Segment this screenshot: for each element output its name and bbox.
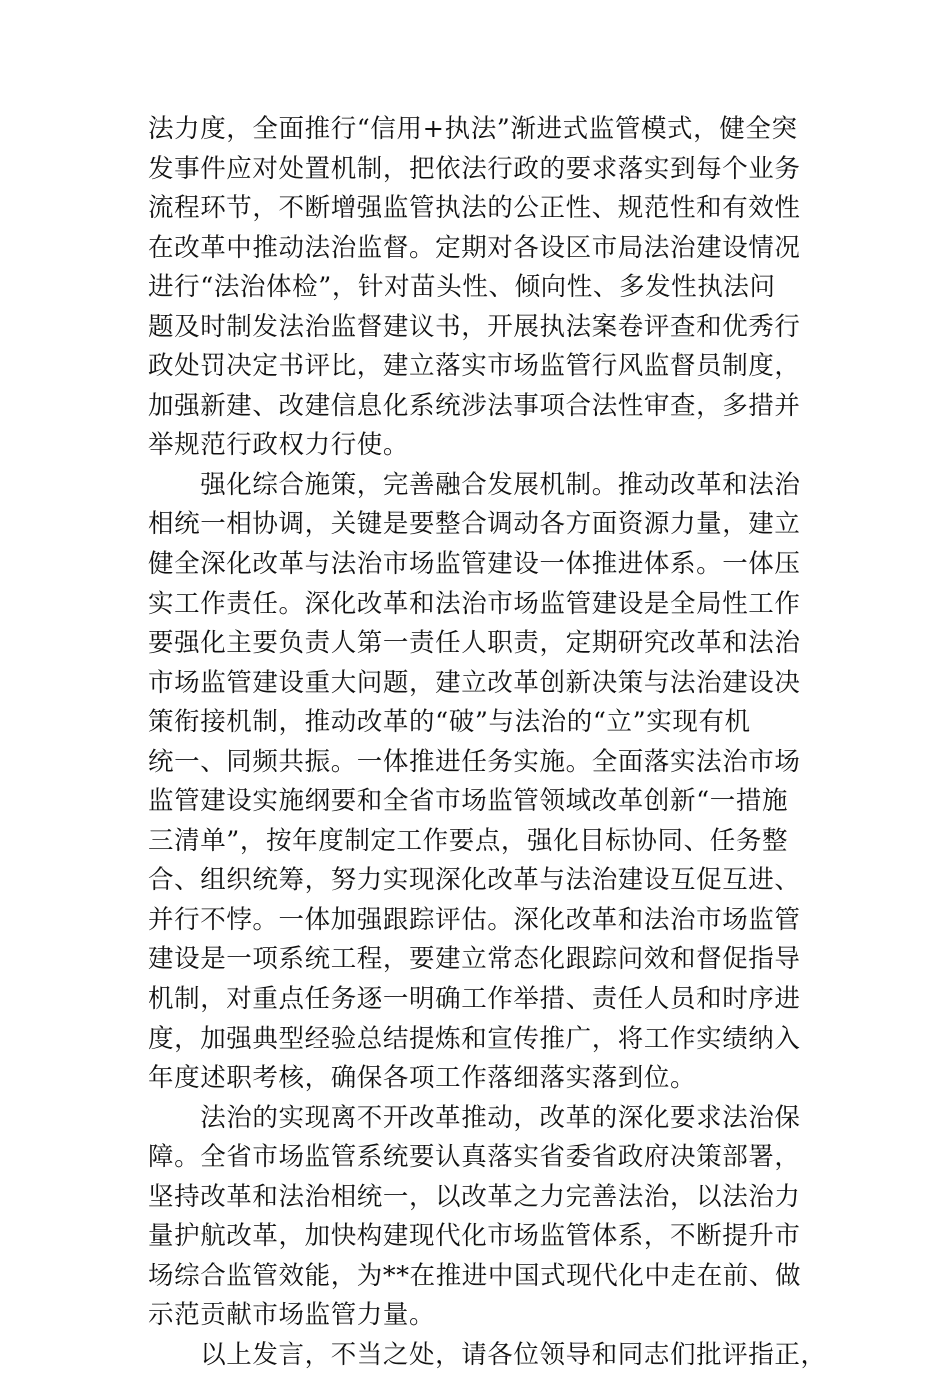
text-line: 加强新建、改建信息化系统涉法事项合法性审查，多措并 <box>148 390 801 421</box>
text-line: 统一、同频共振。一体推进任务实施。全面落实法治市场 <box>148 746 801 777</box>
text-line: 并行不悖。一体加强跟踪评估。深化改革和法治市场监管 <box>148 904 801 935</box>
text-line: 建设是一项系统工程，要建立常态化跟踪问效和督促指导 <box>148 944 801 975</box>
text-line: 度，加强典型经验总结提炼和宣传推广，将工作实绩纳入 <box>148 1023 801 1054</box>
paragraph-start-line: 法治的实现离不开改革推动，改革的深化要求法治保 <box>148 1102 801 1133</box>
text-line: 场综合监管效能，为**在推进中国式现代化中走在前、做 <box>148 1260 802 1291</box>
text-line: 题及时制发法治监督建议书，开展执法案卷评查和优秀行 <box>148 311 801 342</box>
text-line: 障。全省市场监管系统要认真落实省委省政府决策部署， <box>148 1142 801 1173</box>
document-body-text <box>148 110 827 1376</box>
text-line: 进行“法治体检”，针对苗头性、倾向性、多发性执法问 <box>148 272 776 303</box>
text-line: 流程环节，不断增强监管执法的公正性、规范性和有效性 <box>148 193 801 224</box>
text-line: 市场监管建设重大问题，建立改革创新决策与法治建设决 <box>148 667 801 698</box>
text-line: 实工作责任。深化改革和法治市场监管建设是全局性工作 <box>148 588 801 619</box>
text-line: 策衔接机制，推动改革的“破”与法治的“立”实现有机 <box>148 707 751 738</box>
text-line: 发事件应对处置机制，把依法行政的要求落实到每个业务 <box>148 153 801 184</box>
text-line: 在改革中推动法治监督。定期对各设区市局法治建设情况 <box>148 232 801 263</box>
text-line: 要强化主要负责人第一责任人职责，定期研究改革和法治 <box>148 628 801 659</box>
text-line: 机制，对重点任务逐一明确工作举措、责任人员和时序进 <box>148 984 801 1015</box>
text-line: 三清单”，按年度制定工作要点，强化目标协同、任务整 <box>148 825 789 856</box>
paragraph-start-line: 以上发言，不当之处，请各位领导和同志们批评指正， <box>148 1339 827 1370</box>
text-line: 健全深化改革与法治市场监管建设一体推进体系。一体压 <box>148 549 801 580</box>
text-line: 监管建设实施纲要和全省市场监管领域改革创新“一措施 <box>148 786 789 817</box>
text-line: 坚持改革和法治相统一，以改革之力完善法治，以法治力 <box>148 1181 801 1212</box>
text-line: 示范贡献市场监管力量。 <box>148 1300 436 1331</box>
paragraph-start-line: 强化综合施策，完善融合发展机制。推动改革和法治 <box>148 469 801 500</box>
text-line: 年度述职考核，确保各项工作落细落实落到位。 <box>148 1063 697 1094</box>
text-line: 举规范行政权力行使。 <box>148 430 410 461</box>
text-line: 法力度，全面推行“信用+执法”渐进式监管模式，健全突 <box>148 114 798 144</box>
text-line: 量护航改革，加快构建现代化市场监管体系，不断提升市 <box>148 1221 801 1252</box>
text-line: 相统一相协调，关键是要整合调动各方面资源力量，建立 <box>148 509 801 540</box>
text-line: 合、组织统筹，努力实现深化改革与法治建设互促互进、 <box>148 865 801 896</box>
text-line: 政处罚决定书评比，建立落实市场监管行风监督员制度， <box>148 351 801 382</box>
